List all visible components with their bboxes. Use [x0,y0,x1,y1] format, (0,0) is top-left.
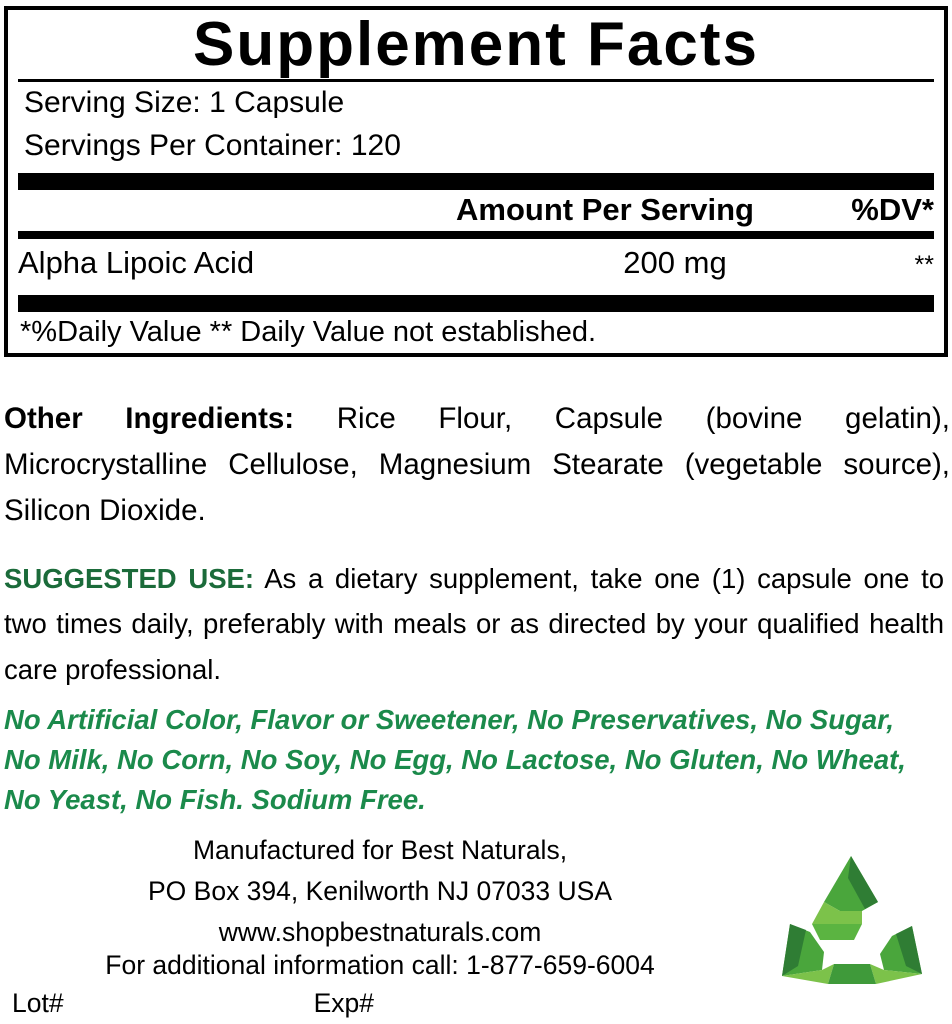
additional-information-line: For additional information call: 1-877-659-6004 [105,950,655,980]
nutrient-daily-value: ** [914,251,934,280]
other-ingredients-block [4,396,950,534]
divider-thick-bottom [18,295,934,312]
serving-size-line: Serving Size: 1 Capsule [24,86,345,120]
free-from-claims [4,700,944,820]
nutrient-amount: 200 mg [623,245,727,281]
manufacturer-website[interactable]: www.shopbestnaturals.com [218,917,542,948]
lot-label: Lot# [12,988,64,1018]
daily-value-header: %DV* [851,192,934,228]
claims-line-2: No Milk, No Corn, No Soy, No Egg, No Lactose, No Gluten, No Wheat, [4,744,906,776]
supplement-facts-title: Supplement Facts [193,10,759,79]
divider-under-headers [18,231,934,239]
other-ingredients-label: Other Ingredients: [4,402,295,435]
suggested-use-text: As a dietary supplement, take one (1) capsule one to two times daily, preferably with meals or as directed by your qualified health care professional. [4,563,945,685]
manufacturer-block [0,830,760,953]
exp-label: Exp# [313,988,374,1018]
other-ingredients-text: Rice Flour, Capsule (bovine gelatin), Microcrystalline Cellulose, Magnesium Stearate (vegetable source), Silicon Dioxide. [4,402,950,528]
suggested-use-label: SUGGESTED USE: [4,563,255,594]
nutrient-name: Alpha Lipoic Acid [18,245,255,281]
manufacturer-address: PO Box 394, Kenilworth NJ 07033 USA [148,876,612,907]
table-row [18,239,934,289]
supplement-facts-panel [4,6,948,357]
recycle-icon [766,848,936,998]
claims-line-1: No Artificial Color, Flavor or Sweetener, No Preservatives, No Sugar, [4,704,894,735]
divider-thick-top [18,173,934,190]
daily-value-footnote: *%Daily Value ** Daily Value not established. [20,316,597,349]
manufacturer-line-1: Manufactured for Best Naturals, [192,835,568,865]
facts-column-headers [18,190,934,231]
servings-per-container-line: Servings Per Container: 120 [24,128,401,162]
suggested-use-block [4,556,944,692]
amount-per-serving-header: Amount Per Serving [456,192,754,228]
lot-exp-row [12,988,712,1019]
claims-line-3: No Yeast, No Fish. Sodium Free. [4,784,426,816]
